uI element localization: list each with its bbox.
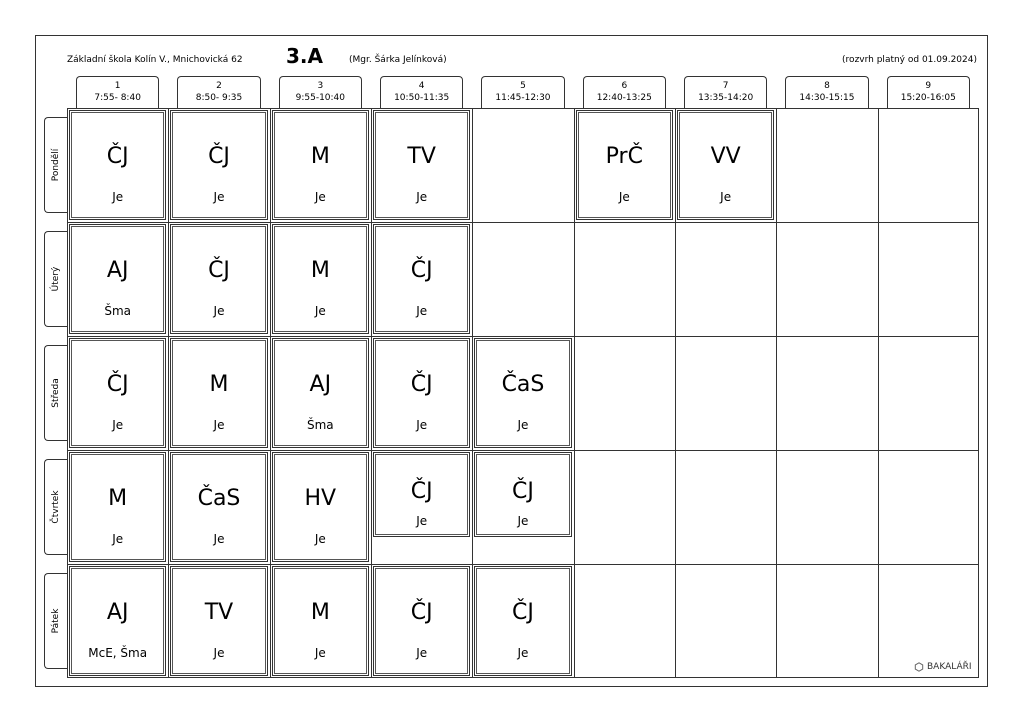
- grid-hline: [67, 450, 979, 451]
- lesson-subject: AJ: [106, 258, 129, 283]
- lesson-teacher: Je: [720, 190, 732, 204]
- period-number: 4: [418, 81, 425, 91]
- lesson-subject: ČJ: [106, 372, 129, 397]
- valid-from: (rozvrh platný od 01.09.2024): [842, 55, 977, 65]
- period-number: 7: [722, 81, 729, 91]
- period-time: 11:45-12:30: [495, 93, 551, 103]
- lesson-cell[interactable]: [576, 110, 673, 220]
- period-header-2: [177, 76, 260, 109]
- period-number: 6: [621, 81, 628, 91]
- grid-vline: [675, 108, 676, 678]
- lesson-subject: ČJ: [410, 600, 433, 625]
- lesson-cell[interactable]: [170, 110, 267, 220]
- lesson-cell[interactable]: [69, 224, 166, 334]
- period-number: 8: [824, 81, 830, 91]
- day-name: Pondělí: [51, 148, 61, 182]
- lesson-subject: AJ: [106, 600, 129, 625]
- lesson-cell[interactable]: [272, 224, 369, 334]
- lesson-teacher: Je: [314, 304, 326, 318]
- lesson-teacher: Je: [416, 190, 428, 204]
- lesson-subject: ČJ: [512, 479, 534, 504]
- lesson-subject: ČJ: [106, 144, 129, 169]
- lesson-teacher: Je: [314, 646, 326, 660]
- lesson-teacher: Je: [213, 646, 225, 660]
- lesson-cell[interactable]: [170, 224, 267, 334]
- lesson-teacher: Je: [112, 418, 124, 432]
- period-number: 2: [216, 81, 222, 91]
- period-header-3: [279, 76, 362, 109]
- lesson-subject: TV: [204, 600, 234, 625]
- lesson-subject: AJ: [309, 372, 332, 397]
- day-label-3: [44, 345, 67, 441]
- day-name: Pátek: [51, 608, 61, 634]
- lesson-teacher: McE, Šma: [88, 646, 148, 660]
- period-time: 7:55- 8:40: [94, 93, 141, 103]
- lesson-teacher: Je: [314, 532, 326, 546]
- day-label-5: [44, 573, 67, 669]
- bakalari-brand: [914, 662, 972, 672]
- school-name: Základní škola Kolín V., Mnichovická 62: [67, 55, 243, 65]
- lesson-cell[interactable]: [373, 338, 470, 448]
- period-time: 8:50- 9:35: [195, 93, 243, 103]
- day-label-4: [44, 459, 67, 555]
- lesson-cell[interactable]: [373, 224, 470, 334]
- lesson-teacher: Je: [112, 190, 124, 204]
- lesson-cell[interactable]: [170, 566, 267, 676]
- lesson-subject: ČJ: [410, 258, 433, 283]
- lesson-subject: ČJ: [208, 144, 230, 169]
- lesson-teacher: Je: [416, 418, 428, 432]
- grid-vline: [472, 108, 473, 678]
- lesson-cell[interactable]: [69, 338, 166, 448]
- lesson-cell[interactable]: [170, 452, 267, 562]
- lesson-cell[interactable]: [373, 452, 470, 537]
- grid-hline: [67, 564, 979, 565]
- period-number: 3: [317, 81, 324, 91]
- lesson-cell[interactable]: [373, 566, 470, 676]
- period-time: 10:50-11:35: [394, 93, 450, 103]
- day-name: Středa: [51, 378, 61, 408]
- grid-hline: [67, 222, 979, 223]
- lesson-subject: M: [310, 600, 330, 625]
- lesson-subject: HV: [304, 486, 337, 511]
- lesson-cell[interactable]: [170, 338, 267, 448]
- lesson-teacher: Šma: [306, 418, 334, 432]
- lesson-subject: ČJ: [410, 372, 433, 397]
- period-header-7: [684, 76, 767, 109]
- lesson-teacher: Je: [213, 418, 225, 432]
- lesson-cell[interactable]: [677, 110, 774, 220]
- lesson-cell[interactable]: [69, 110, 166, 220]
- day-name: Čtvrtek: [51, 490, 61, 524]
- lesson-cell[interactable]: [272, 452, 369, 562]
- bakalari-logo-icon: [914, 662, 924, 672]
- lesson-cell[interactable]: [474, 566, 571, 676]
- period-time: 12:40-13:25: [596, 93, 652, 103]
- period-time: 15:20-16:05: [900, 93, 956, 103]
- period-header-6: [583, 76, 666, 109]
- lesson-subject: M: [209, 372, 229, 397]
- period-time: 13:35-14:20: [698, 93, 754, 103]
- lesson-subject: ČJ: [208, 258, 230, 283]
- lesson-cell[interactable]: [272, 110, 369, 220]
- lesson-subject: M: [310, 258, 330, 283]
- grid-vline: [776, 108, 777, 678]
- lesson-teacher: Šma: [104, 304, 131, 318]
- lesson-teacher: Je: [618, 190, 630, 204]
- day-label-1: [44, 117, 67, 213]
- lesson-subject: TV: [407, 144, 436, 169]
- brand-label: BAKALÁŘI: [927, 662, 972, 672]
- class-teacher: (Mgr. Šárka Jelínková): [349, 55, 447, 65]
- lesson-subject: PrČ: [605, 144, 643, 169]
- lesson-cell[interactable]: [272, 566, 369, 676]
- grid-hline: [67, 336, 979, 337]
- period-time: 9:55-10:40: [295, 93, 346, 103]
- grid-vline: [371, 108, 372, 678]
- lesson-teacher: Je: [112, 532, 124, 546]
- lesson-teacher: Je: [517, 514, 529, 528]
- period-header-9: [887, 76, 970, 109]
- lesson-teacher: Je: [213, 190, 225, 204]
- lesson-subject: M: [310, 144, 330, 169]
- period-header-8: [785, 76, 868, 109]
- day-label-2: [44, 231, 67, 327]
- lesson-teacher: Je: [314, 190, 326, 204]
- lesson-subject: ČaS: [501, 372, 545, 397]
- lesson-cell[interactable]: [474, 452, 571, 537]
- lesson-subject: ČJ: [512, 600, 534, 625]
- lesson-cell[interactable]: [373, 110, 470, 220]
- period-header-1: [76, 76, 159, 109]
- lesson-teacher: Je: [213, 304, 225, 318]
- lesson-subject: VV: [710, 144, 741, 169]
- lesson-teacher: Je: [517, 418, 529, 432]
- lesson-cell[interactable]: [69, 452, 166, 562]
- grid-vline: [878, 108, 879, 678]
- lesson-teacher: Je: [517, 646, 529, 660]
- lesson-teacher: Je: [416, 304, 428, 318]
- period-number: 5: [520, 81, 526, 91]
- lesson-teacher: Je: [416, 646, 428, 660]
- class-name: 3.A: [286, 44, 323, 68]
- lesson-teacher: Je: [213, 532, 225, 546]
- period-header-5: [481, 76, 564, 109]
- grid-vline: [168, 108, 169, 678]
- period-number: 9: [925, 81, 932, 91]
- lesson-teacher: Je: [416, 514, 428, 528]
- lesson-subject: M: [108, 486, 128, 511]
- lesson-cell[interactable]: [474, 338, 571, 448]
- lesson-subject: ČaS: [197, 486, 241, 511]
- day-name: Úterý: [51, 266, 61, 292]
- lesson-cell[interactable]: [272, 338, 369, 448]
- period-header-4: [380, 76, 463, 109]
- period-time: 14:30-15:15: [799, 93, 855, 103]
- lesson-cell[interactable]: [69, 566, 166, 676]
- period-number: 1: [114, 81, 121, 91]
- lesson-subject: ČJ: [410, 479, 433, 504]
